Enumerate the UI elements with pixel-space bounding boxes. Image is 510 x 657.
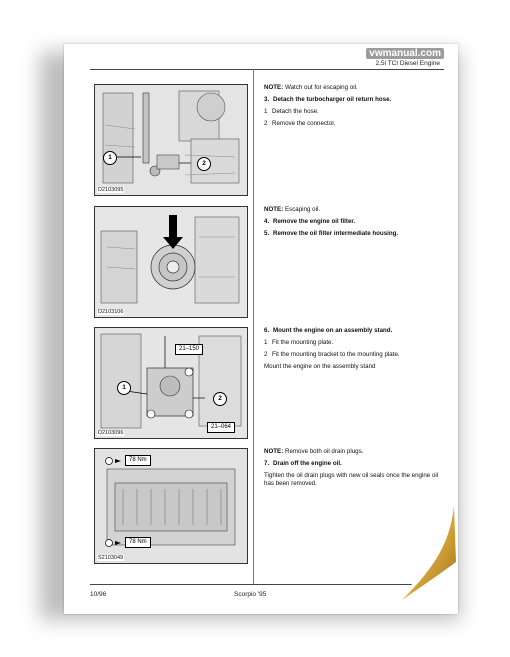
step-number: 7.	[264, 460, 270, 467]
instruction-block-1	[264, 84, 444, 132]
step-line	[264, 96, 444, 104]
figure-oil-filter	[94, 206, 248, 318]
figure-code: D2103106	[98, 309, 124, 315]
note-label: NOTE:	[264, 84, 284, 91]
step-number: 5.	[264, 230, 270, 237]
substep-number: 1	[264, 339, 268, 346]
step-line	[264, 218, 444, 226]
callout-1: 1	[117, 381, 131, 395]
instruction-text: Tighten the oil drain plugs with new oil seals once the engine oil has been removed.	[264, 472, 439, 487]
substep-text: Fit the mounting plate.	[272, 339, 334, 346]
watermark: vwmanual.com	[366, 48, 444, 59]
step-line	[264, 327, 444, 335]
substep-number: 1	[264, 108, 268, 115]
instruction-block-2	[264, 206, 444, 242]
note-text: Watch out for escaping oil.	[284, 84, 358, 91]
note-label: NOTE:	[264, 206, 284, 213]
spec-tool-label-2: 21–064	[207, 422, 235, 433]
engine-illustration-2	[95, 207, 247, 317]
step-line	[264, 230, 444, 238]
substep-number: 2	[264, 120, 268, 127]
note-line	[264, 206, 444, 214]
figure-code: D2103095	[98, 187, 124, 193]
torque-label-1: 78 Nm	[125, 455, 151, 466]
step-text: Mount the engine on an assembly stand.	[273, 327, 393, 334]
step-text: Detach the turbocharger oil return hose.	[273, 96, 392, 103]
spec-tool-label-1: 21–150	[175, 344, 203, 355]
step-number: 4.	[264, 218, 270, 225]
substep-text: Detach the hose.	[272, 108, 319, 115]
callout-2: 2	[197, 157, 211, 171]
figure-turbo-oil-return	[94, 84, 248, 196]
substep-text: Remove the connector.	[272, 120, 336, 127]
column-divider	[253, 69, 254, 584]
figure-code: S2103049	[98, 555, 124, 561]
engine-illustration-4	[95, 449, 247, 563]
page-number: 10/96	[90, 591, 107, 598]
note-line	[264, 448, 444, 456]
instruction-block-3	[264, 327, 444, 375]
substep-line	[264, 351, 444, 359]
instruction-text: Mount the engine on the assembly stand	[264, 363, 376, 370]
substep-line	[264, 339, 444, 347]
figure-assembly-stand	[94, 327, 248, 439]
instruction-block-4	[264, 448, 444, 492]
step-text: Remove the oil filter intermediate housing.	[273, 230, 399, 237]
step-number: 3.	[264, 96, 270, 103]
note-label: NOTE:	[264, 448, 284, 455]
page-curl-graphic	[392, 504, 456, 612]
callout-2: 2	[213, 392, 227, 406]
substep-number: 2	[264, 351, 268, 358]
figure-code: D2103096	[98, 430, 124, 436]
note-text: Escaping oil.	[284, 206, 321, 213]
model-name: Scorpio '95	[234, 591, 267, 598]
header-divider	[90, 69, 444, 70]
step-text: Remove the engine oil filter.	[273, 218, 356, 225]
note-text: Remove both oil drain plugs.	[284, 448, 364, 455]
callout-1: 1	[103, 151, 117, 165]
substep-text: Fit the mounting bracket to the mounting plate.	[272, 351, 400, 358]
substep-line	[264, 108, 444, 116]
engine-illustration-1	[95, 85, 247, 195]
torque-label-2: 78 Nm	[125, 537, 151, 548]
note-line	[264, 84, 444, 92]
step-text: Drain off the engine oil.	[273, 460, 342, 467]
step-line	[264, 460, 444, 468]
figure-oil-drain-plugs	[94, 448, 248, 564]
page-header-title: 2,5l TCI Diesel Engine	[375, 60, 440, 67]
footer-divider	[90, 584, 444, 585]
step-number: 6.	[264, 327, 270, 334]
substep-line	[264, 120, 444, 128]
